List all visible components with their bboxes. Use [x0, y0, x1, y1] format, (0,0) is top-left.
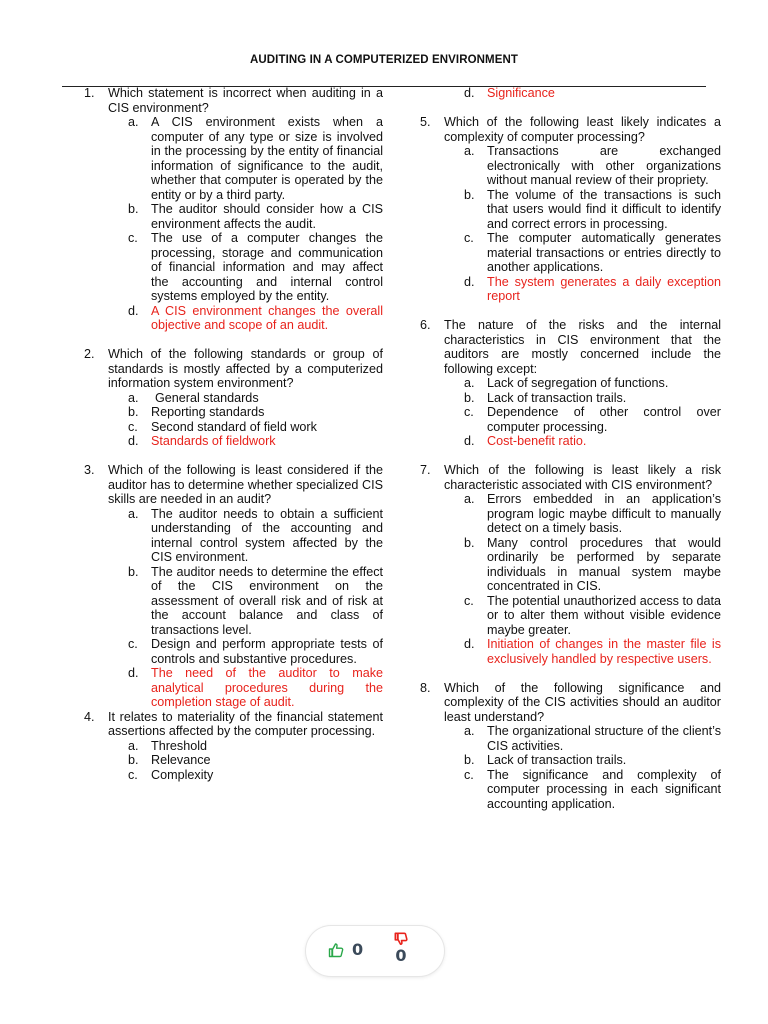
question-2 [84, 347, 383, 449]
thumbs-up-icon [328, 942, 344, 958]
option-text: Second standard of field work [151, 419, 317, 434]
vote-widget [306, 926, 444, 976]
page-title: AUDITING IN A COMPUTERIZED ENVIRONMENT [249, 54, 519, 66]
question-number: 3. [84, 463, 95, 477]
option-letter: b. [464, 390, 475, 405]
option-letter: c. [128, 637, 138, 651]
option-text: Transactions are exchanged electronically with other organizations without manual review of their propriety. [487, 144, 721, 187]
option-letter: b. [464, 753, 475, 767]
question-3 [84, 463, 383, 710]
option [464, 724, 721, 753]
option-answer [128, 434, 383, 449]
spacer [420, 449, 721, 464]
option [464, 753, 721, 768]
option-letter: b. [128, 202, 139, 216]
option-letter: a. [464, 724, 475, 738]
question-8 [420, 681, 721, 812]
option [464, 594, 721, 638]
option-letter: a. [128, 506, 139, 521]
option-text: Threshold [151, 738, 208, 753]
option-answer [464, 434, 721, 449]
right-column [420, 86, 721, 811]
thumbs-down-button[interactable] [394, 932, 408, 965]
option-letter: b. [464, 535, 475, 550]
option-text: The volume of the transactions is such that users would find it difficult to identify and correct errors in processing. [487, 187, 721, 231]
option-letter: b. [464, 187, 475, 202]
option [464, 391, 721, 406]
option-text: The significance and complexity of computer processing in each significant accounting application. [487, 767, 721, 811]
option-text: Many control procedures that would ordinarily be performed by separate individuals in manual system maybe concentrated in CIS. [487, 535, 721, 593]
option [128, 565, 383, 638]
option [464, 188, 721, 232]
answer-text: A CIS environment changes the overall objective and scope of an audit. [151, 303, 383, 332]
option-letter: d. [128, 666, 139, 680]
question-number: 6. [420, 318, 431, 332]
option-letter: d. [128, 303, 139, 318]
question-text: Which of the following standards or group of standards is mostly affected by a computerized information system environment? [108, 347, 383, 390]
option [128, 405, 383, 420]
option [128, 739, 383, 754]
option-letter: b. [128, 564, 139, 579]
answer-text: Cost-benefit ratio. [487, 434, 587, 448]
option [128, 507, 383, 565]
option-text: Relevance [151, 753, 211, 767]
option [128, 231, 383, 304]
thumbs-up-button[interactable] [328, 940, 363, 959]
answer-text: Standards of fieldwork [151, 434, 276, 448]
question-number: 8. [420, 680, 431, 695]
answer-text: Significance [487, 86, 555, 100]
option-text: Errors embedded in an application’s program logic maybe difficult to manually detect on a timely basis. [487, 492, 721, 535]
option-letter: a. [128, 738, 139, 753]
option-text: The auditor needs to obtain a sufficient understanding of the accounting and internal control system affected by the CIS environment. [151, 506, 383, 564]
option-text: Lack of segregation of functions. [487, 376, 669, 390]
option-letter: d. [464, 637, 475, 651]
option [464, 231, 721, 275]
question-number: 7. [420, 463, 431, 477]
question-text: Which of the following is least considered if the auditor has to determine whether specialized CIS skills are needed in an audit? [108, 463, 383, 506]
question-7 [420, 463, 721, 666]
option [128, 637, 383, 666]
option [464, 492, 721, 536]
option [128, 753, 383, 768]
option-letter: a. [464, 144, 475, 158]
question-text: Which statement is incorrect when auditing in a CIS environment? [108, 86, 383, 115]
thumbs-down-icon [394, 932, 408, 946]
option-text: Complexity [151, 767, 214, 782]
option-letter: d. [464, 274, 475, 289]
downvote-count: 0 [395, 946, 407, 965]
option [128, 391, 383, 406]
option-text: The auditor needs to determine the effect of the CIS environment on the assessment of overall risk and of risk at the account balance and class of transactions level. [151, 564, 383, 637]
option-letter: c. [464, 405, 474, 419]
option-letter: d. [464, 86, 475, 100]
option-letter: c. [464, 767, 474, 782]
option-text: The auditor should consider how a CIS environment affects the audit. [151, 202, 383, 231]
question-text: It relates to materiality of the financial statement assertions affected by the computer processing. [108, 709, 383, 738]
option-answer [464, 86, 721, 101]
option-text: Lack of transaction trails. [487, 390, 627, 405]
option-text: The computer automatically generates material transactions or entries directly to another applications. [487, 231, 721, 274]
option [464, 405, 721, 434]
question-1 [84, 86, 383, 333]
option-letter: c. [128, 231, 138, 245]
option [464, 144, 721, 188]
spacer [84, 449, 383, 464]
spacer [420, 101, 721, 116]
option-letter: a. [464, 492, 475, 506]
option-text: Reporting standards [151, 405, 265, 419]
option-letter: a. [128, 390, 139, 405]
option-letter: d. [464, 434, 475, 448]
option-text: Design and perform appropriate tests of controls and substantive procedures. [151, 637, 383, 666]
option-text: The potential unauthorized access to data or to alter them without visible evidence maybe greater. [487, 593, 721, 637]
question-4 [84, 710, 383, 783]
left-column [84, 86, 383, 782]
question-text: Which of the following least likely indicates a complexity of computer processing? [444, 115, 721, 144]
option [464, 376, 721, 391]
option-letter: c. [128, 419, 138, 434]
spacer [420, 304, 721, 319]
option-answer [128, 304, 383, 333]
spacer [84, 333, 383, 348]
question-6 [420, 318, 721, 449]
option [128, 115, 383, 202]
question-text: The nature of the risks and the internal characteristics in CIS environment that the auditors are mostly concerned include the following except: [444, 318, 721, 376]
option-letter: d. [128, 434, 139, 448]
question-text: Which of the following is least likely a risk characteristic associated with CIS environment? [444, 463, 721, 492]
question-number: 5. [420, 115, 431, 129]
option-text: Lack of transaction trails. [487, 753, 627, 767]
question-number: 1. [84, 86, 95, 100]
option [464, 536, 721, 594]
option-letter: c. [464, 231, 474, 245]
option-answer [464, 637, 721, 666]
option-answer [464, 275, 721, 304]
question-number: 2. [84, 347, 95, 361]
option [464, 768, 721, 812]
upvote-count: 0 [352, 940, 364, 959]
option-answer [128, 666, 383, 710]
answer-text: Initiation of changes in the master file is exclusively handled by respective users. [487, 637, 721, 666]
spacer [420, 666, 721, 681]
option-text: Dependence of other control over computer processing. [487, 405, 721, 434]
option-text: The organizational structure of the client’s CIS activities. [487, 724, 721, 753]
option-text: The use of a computer changes the processing, storage and communication of financial information and may affect the accounting and internal control systems employed by the entity. [151, 231, 383, 303]
question-5 [420, 115, 721, 304]
option-text: A CIS environment exists when a computer of any type or size is involved in the processing by the entity of financial information of significance to the audit, whether that computer is operated by the entity or by a third party. [151, 115, 383, 202]
option-letter: a. [128, 115, 139, 129]
answer-text: The need of the auditor to make analytical procedures during the completion stage of audit. [151, 666, 383, 709]
question-number: 4. [84, 709, 95, 724]
answer-text: The system generates a daily exception report [487, 274, 721, 303]
option-text: General standards [155, 390, 259, 405]
option [128, 202, 383, 231]
option [128, 768, 383, 783]
option-letter: b. [128, 405, 139, 419]
option-letter: c. [464, 593, 474, 608]
question-text: Which of the following significance and complexity of the CIS activities should an auditor least understand? [444, 680, 721, 724]
option [128, 420, 383, 435]
option-letter: c. [128, 767, 138, 782]
option-letter: b. [128, 753, 139, 767]
option-letter: a. [464, 376, 475, 390]
